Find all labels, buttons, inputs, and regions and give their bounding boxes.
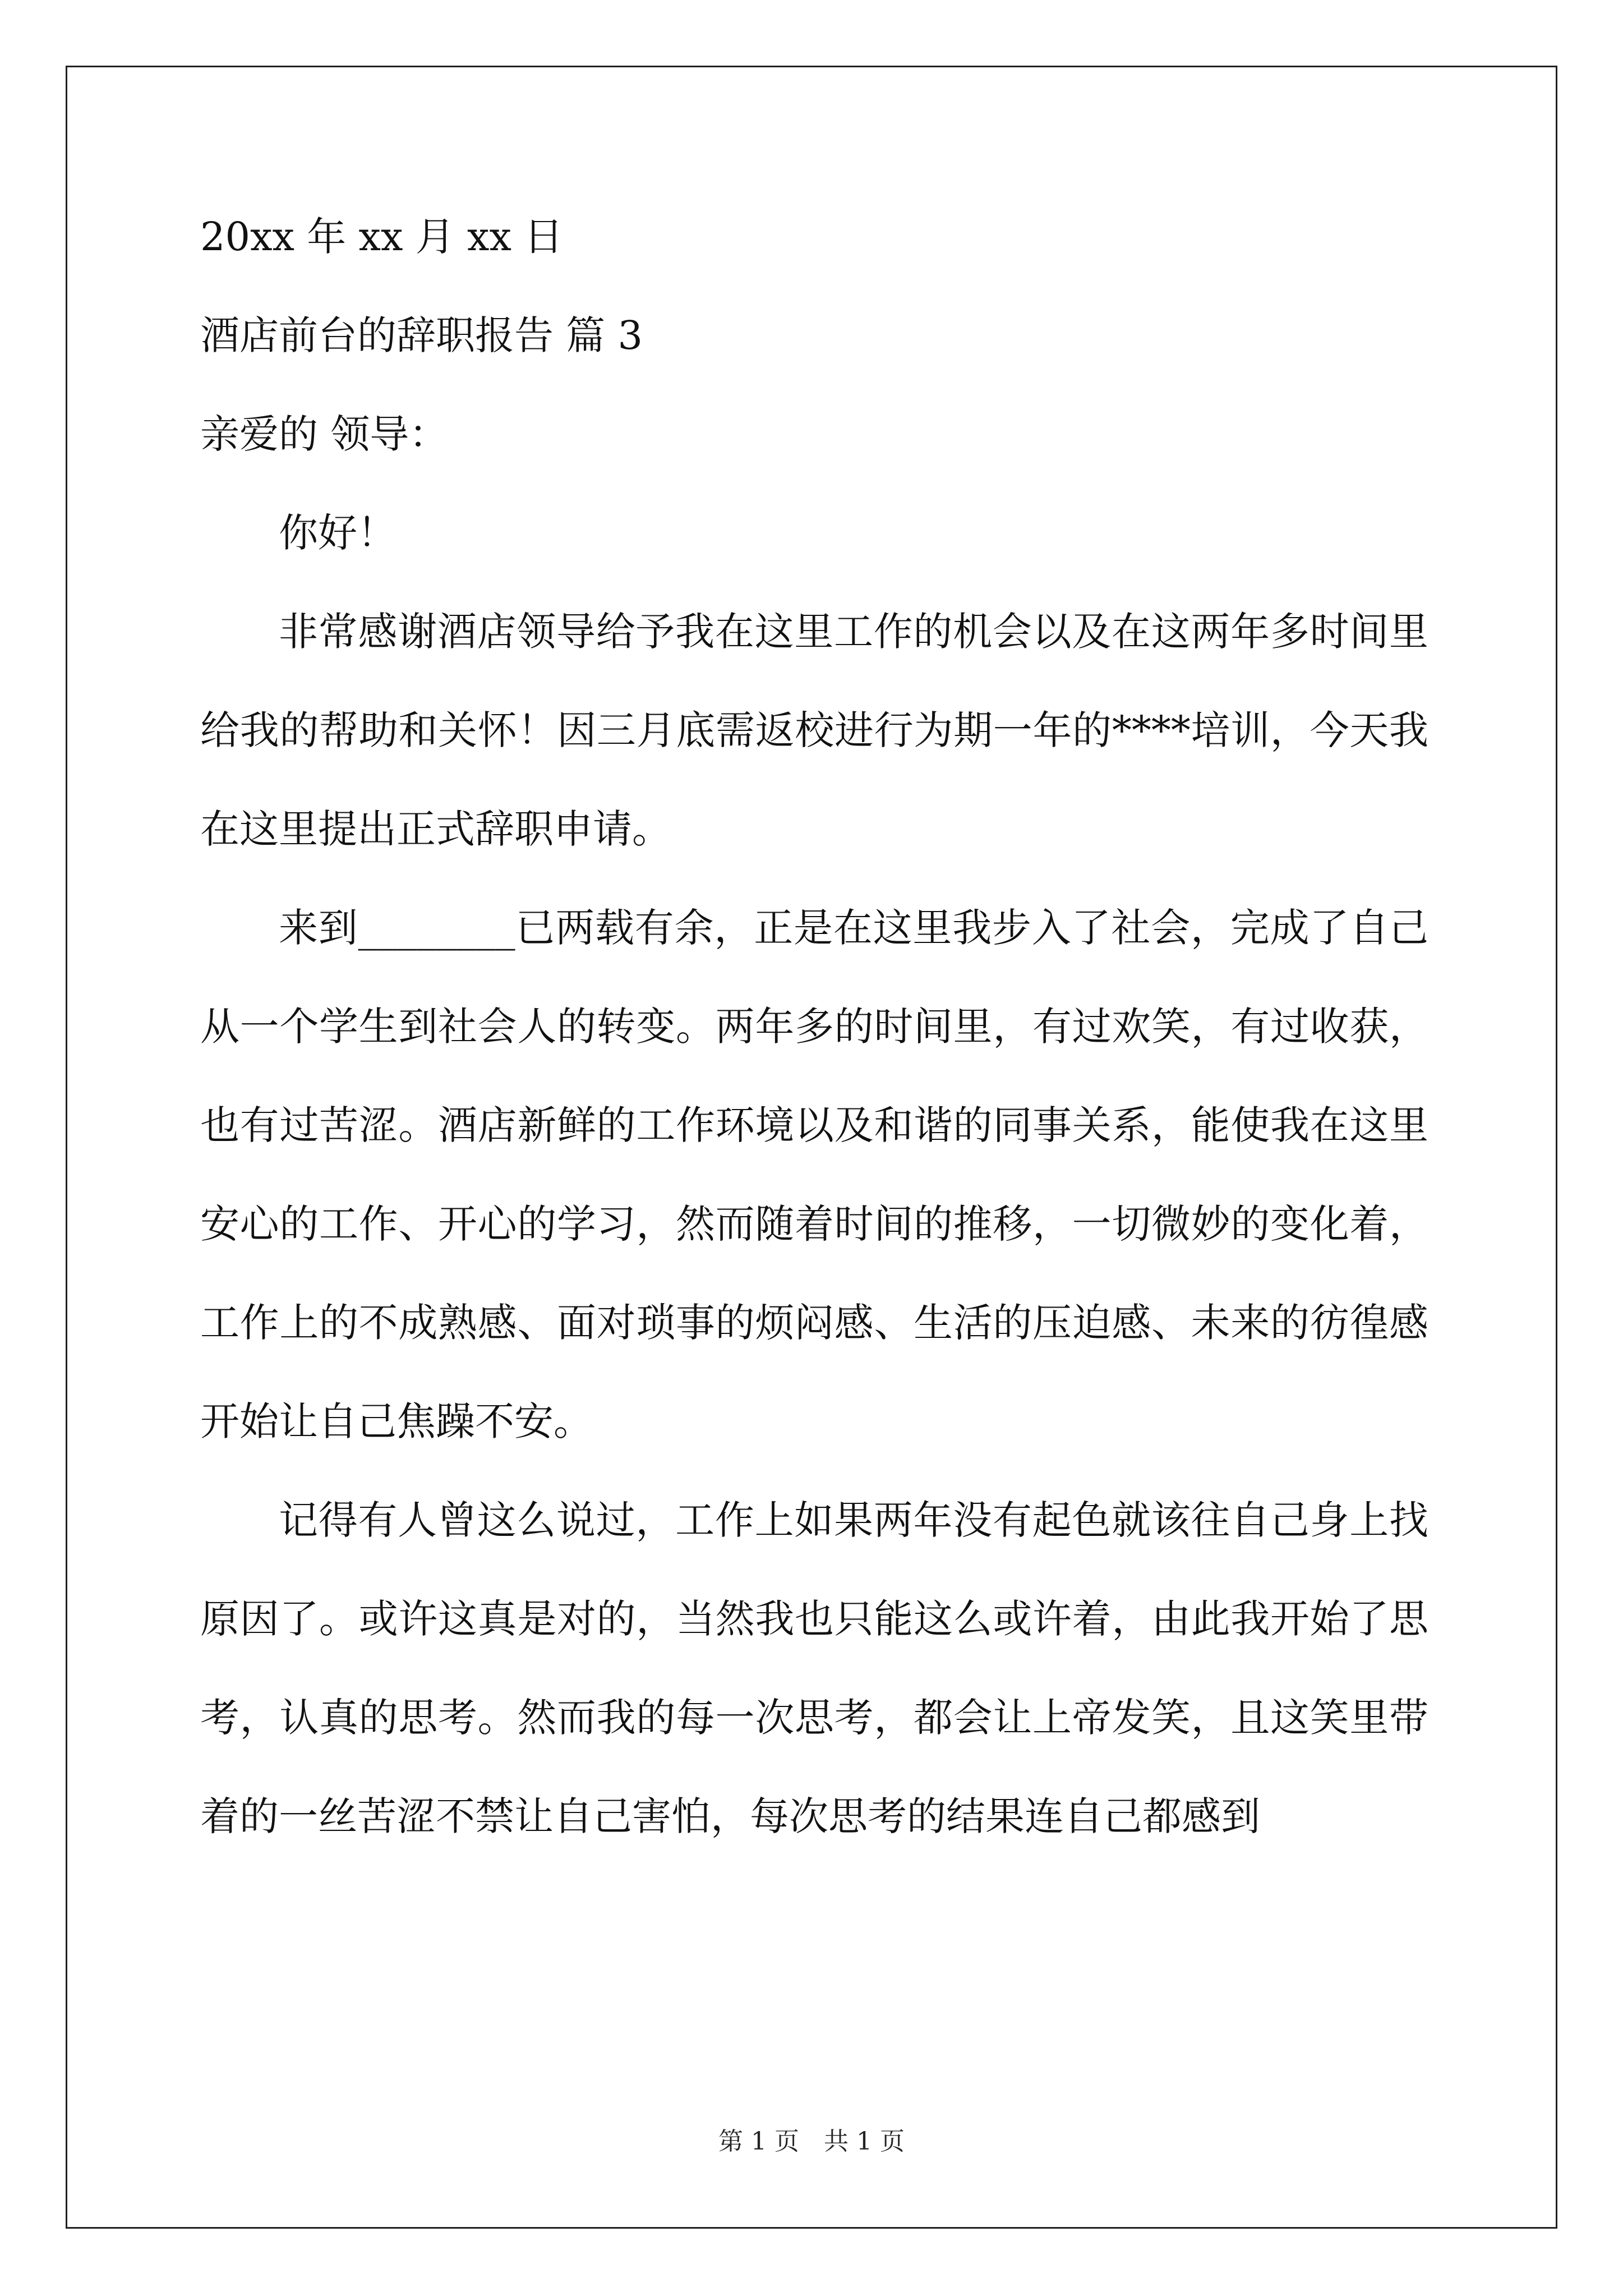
page-count: 共 1 页 bbox=[824, 2127, 905, 2156]
page-footer bbox=[0, 2126, 1623, 2157]
salutation: 亲爱的 领导： bbox=[200, 411, 449, 457]
paragraph-3: 记得有人曾这么说过，工作上如果两年没有起色就该往自己身上找原因了。或许这真是对的，当然我也只能这么或许着，由此我开始了思考，认真的思考。然而我的每一次思考，都会让上帝发笑，且这笑里带着的一丝苦涩不禁让自己害怕，每次思考的结果连自己都感到 bbox=[200, 1497, 1428, 1839]
paragraph-1: 非常感谢酒店领导给予我在这里工作的机会以及在这两年多时间里给我的帮助和关怀！因三月底需返校进行为期一年的****培训，今天我在这里提出正式辞职申请。 bbox=[200, 609, 1428, 852]
document-title: 酒店前台的辞职报告 篇 3 bbox=[200, 312, 643, 358]
greeting: 你好！ bbox=[279, 510, 396, 556]
paragraph-2: 来到________已两载有余，正是在这里我步入了社会，完成了自己从一个学生到社会人的转变。两年多的时间里，有过欢笑，有过收获，也有过苦涩。酒店新鲜的工作环境以及和谐的同事关系，能使我在这里安心的工作、开心的学习，然而随着时间的推移，一切微妙的变化着，工作上的不成熟感、面对琐事的烦闷感、生活的压迫感、未来的彷徨感开始让自己焦躁不安。 bbox=[200, 905, 1428, 1444]
paragraphs bbox=[200, 582, 1428, 1866]
document-date: 20xx 年 xx 月 xx 日 bbox=[200, 214, 564, 260]
document-body bbox=[200, 209, 1428, 1866]
page-number: 第 1 页 bbox=[718, 2127, 799, 2156]
